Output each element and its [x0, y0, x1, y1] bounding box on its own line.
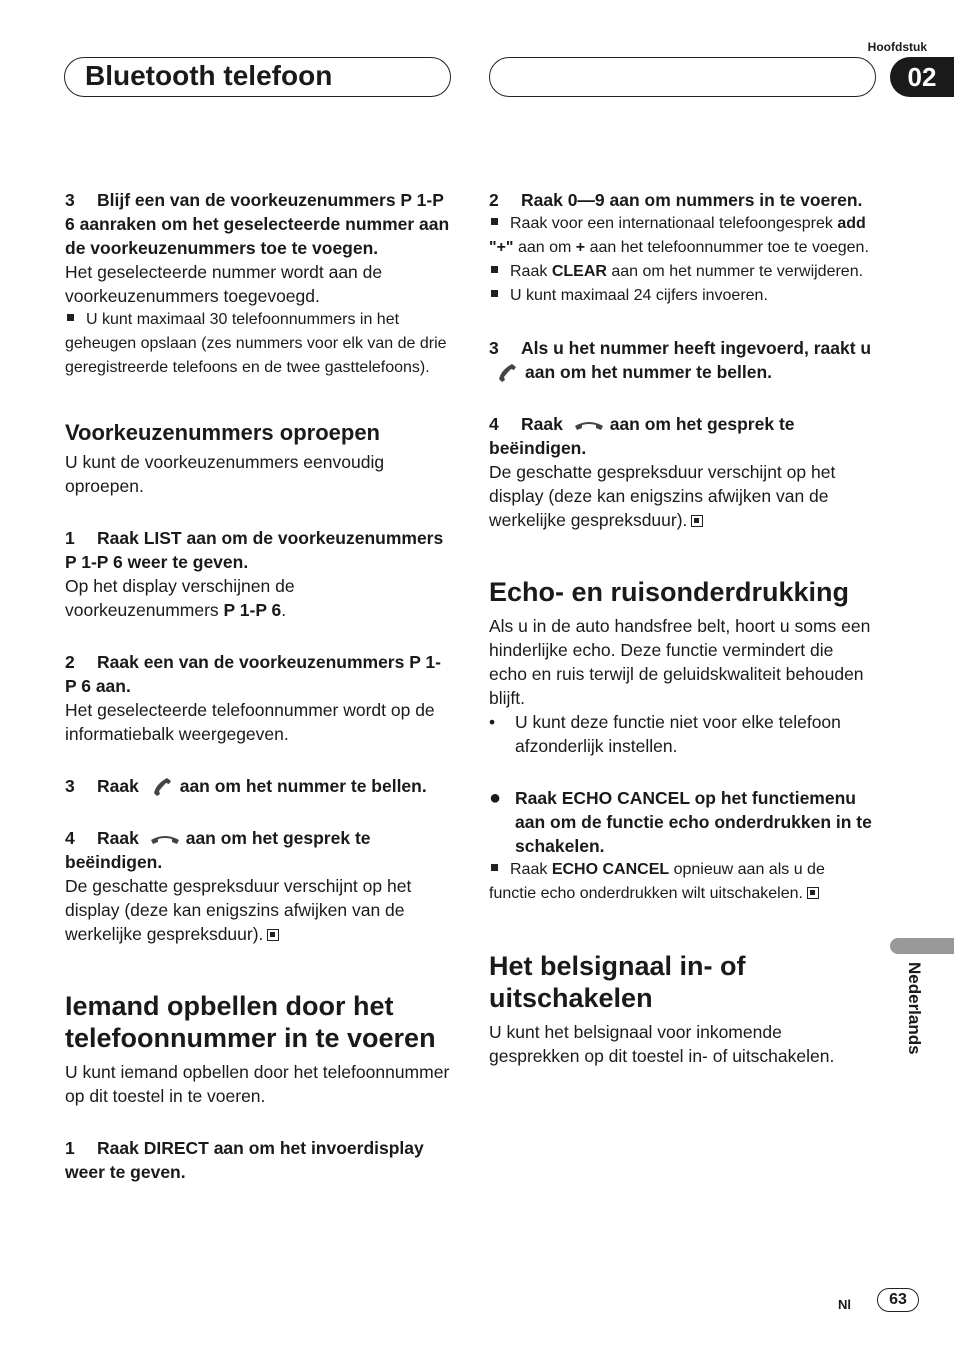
body-text: U kunt de voorkeuzenummers eenvoudig oproepen. [65, 452, 385, 496]
end-mark-icon [267, 929, 279, 941]
step: 2 Raak 0—9 aan om nummers in te voeren. [489, 190, 863, 210]
note: U kunt maximaal 30 telefoonnummers in het geheugen opslaan (zes nummers voor elk van de drie geregistreerde telefoons en de twee gasttelefoons). [65, 311, 447, 376]
step: 3 Blijf een van de voorkeuzenummers P 1-P 6 aanraken om het geselecteerde nummer aan de voorkeuzenummers toe te voegen. [65, 190, 450, 258]
section-title: Bluetooth telefoon [85, 60, 333, 91]
bullet-dot-icon: • [489, 712, 496, 733]
bullet-item: • U kunt deze functie niet voor elke telefoon afzonderlijk instellen. [489, 712, 841, 757]
body-text: Het geselecteerde nummer wordt aan de voorkeuzenummers toegevoegd. [65, 262, 383, 306]
step: 3 Als u het nummer heeft ingevoerd, raakt u aan om het nummer te bellen. [489, 336, 875, 384]
page-number: 63 [877, 1288, 919, 1312]
heading: Iemand opbellen door het telefoonnummer in te voeren [65, 991, 436, 1054]
end-mark-icon [691, 515, 703, 527]
body-text: Als u in de auto handsfree belt, hoort u soms een hinderlijke echo. Deze functie vermindert die echo en ruis terwijl de geluidskwaliteit behouden blijft. [489, 616, 871, 709]
right-column [489, 188, 875, 1068]
body-text: Op het display verschijnen de voorkeuzenummers P 1-P 6. [65, 576, 295, 620]
body-text: De geschatte gespreksduur verschijnt op het display (deze kan enigszins afwijken van de werkelijke gespreksduur). [65, 876, 412, 945]
note-square-icon [491, 266, 498, 273]
step: 1 Raak DIRECT aan om het invoerdisplay weer te geven. [65, 1138, 424, 1183]
phone-hangup-icon [574, 418, 604, 434]
note: Raak ECHO CANCEL opnieuw aan als u de functie echo onderdrukken wilt uitschakelen. [489, 861, 825, 903]
body-text: De geschatte gespreksduur verschijnt op het display (deze kan enigszins afwijken van de werkelijke gespreksduur). [489, 462, 836, 531]
phone-hangup-icon [150, 832, 180, 848]
subheading: Voorkeuzenummers oproepen [65, 420, 380, 445]
note-square-icon [67, 314, 74, 321]
note-square-icon [491, 864, 498, 871]
left-column [65, 188, 451, 1184]
body-text: U kunt het belsignaal voor inkomende gesprekken op dit toestel in- of uitschakelen. [489, 1022, 835, 1067]
header-blank-box [489, 57, 876, 97]
bullet-dot-icon: ● [489, 787, 502, 810]
footer-language-code: Nl [838, 1297, 851, 1312]
phone-call-icon [150, 776, 174, 798]
step: 2 Raak een van de voorkeuzenummers P 1-P 6 aan. [65, 652, 441, 696]
note: U kunt maximaal 24 cijfers invoeren. [489, 284, 875, 308]
body-text: U kunt iemand opbellen door het telefoonnummer op dit toestel in te voeren. [65, 1062, 450, 1107]
note-square-icon [491, 218, 498, 225]
heading: Het belsignaal in- of uitschakelen [489, 951, 746, 1014]
chapter-number: 02 [890, 57, 954, 97]
note-square-icon [491, 290, 498, 297]
step: 4 Raak aan om het gesprek te beëindigen. [65, 828, 371, 873]
step: 3 Raak aan om het nummer te bellen. [65, 774, 451, 798]
chapter-label: Hoofdstuk [867, 40, 927, 54]
language-tab [890, 938, 954, 954]
note: Raak CLEAR aan om het nummer te verwijderen. [489, 260, 875, 284]
step: 4 Raak aan om het gesprek te beëindigen. [489, 414, 795, 459]
body-text: Het geselecteerde telefoonnummer wordt op de informatiebalk weergegeven. [65, 700, 435, 744]
language-label: Nederlands [905, 962, 924, 1055]
phone-call-icon [495, 362, 519, 384]
note: Raak voor een internationaal telefoongesprek add "+" aan om + aan het telefoonnummer toe te voegen. [489, 215, 869, 256]
heading: Echo- en ruisonderdrukking [489, 577, 850, 608]
step: 1 Raak LIST aan om de voorkeuzenummers P 1-P 6 weer te geven. [65, 528, 444, 572]
step: ● Raak ECHO CANCEL op het functiemenu aan om de functie echo onderdrukken in te schakelen. [489, 787, 872, 857]
end-mark-icon [807, 887, 819, 899]
